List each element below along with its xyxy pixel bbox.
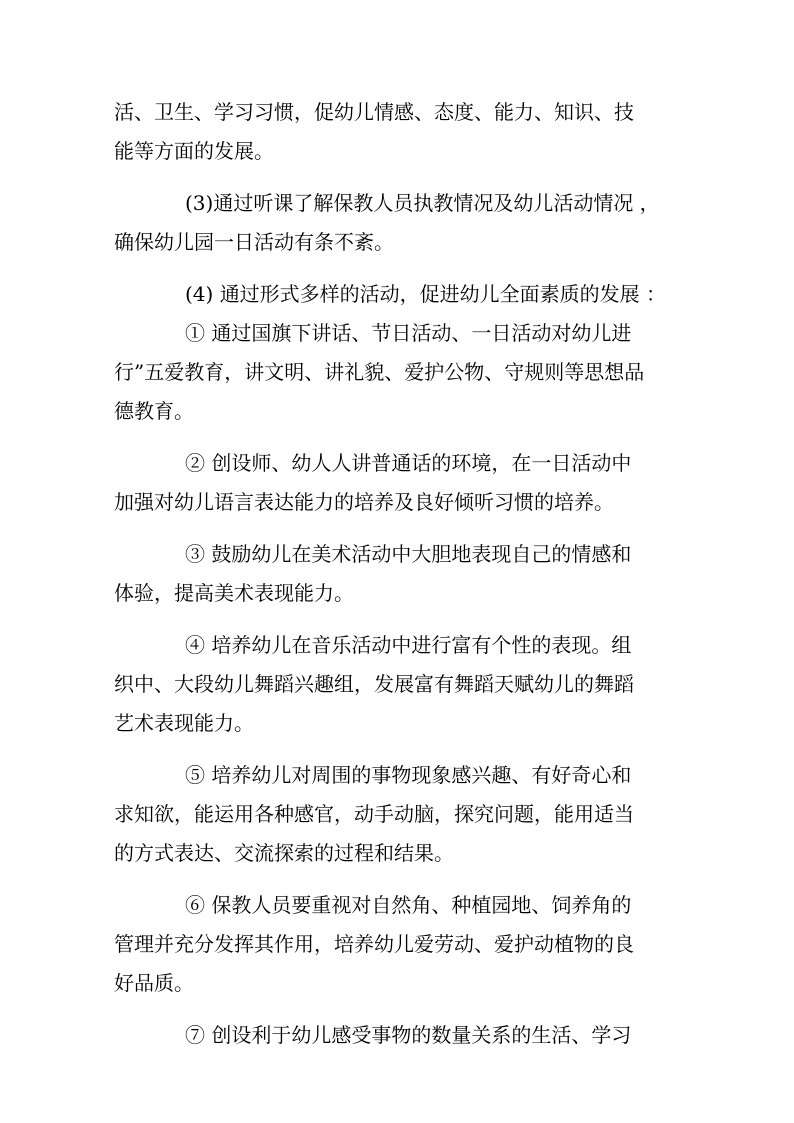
- text-line: 的方式表达、交流探索的过程和结果。: [114, 841, 454, 865]
- text-line: 能等方面的发展。: [114, 139, 274, 163]
- text-line: ⑤ 培养幼儿对周围的事物现象感兴趣、有好奇心和: [185, 763, 632, 787]
- text-line: ④ 培养幼儿在音乐活动中进行富有个性的表现。组: [185, 633, 632, 657]
- text-line: 求知欲，能运用各种感官，动手动脑，探究问题，能用适当: [114, 802, 634, 826]
- text-line: (4) 通过形式多样的活动，促进幼儿全面素质的发展 ：: [185, 282, 667, 306]
- text-line: 织中、大段幼儿舞蹈兴趣组，发展富有舞蹈天赋幼儿的舞蹈: [114, 672, 634, 696]
- text-line: ⑦ 创设利于幼儿感受事物的数量关系的生活、学习: [185, 1023, 632, 1047]
- text-line: 行”五爱教育，讲文明、讲礼貌、爱护公物、守规则等思想品: [114, 360, 645, 384]
- text-line: 加强对幼儿语言表达能力的培养及良好倾听习惯的培养。: [114, 490, 614, 514]
- text-line: 艺术表现能力。: [114, 711, 254, 735]
- text-line: 体验，提高美术表现能力。: [114, 581, 354, 605]
- text-line: ① 通过国旗下讲话、节日活动、一日活动对幼儿进: [185, 321, 632, 345]
- text-line: 确保幼儿园一日活动有条不紊。: [114, 230, 394, 254]
- text-line: 好品质。: [114, 971, 194, 995]
- text-line: 德教育。: [114, 399, 194, 423]
- body-text: [114, 99, 680, 1061]
- text-line: (3)通过听课了解保教人员执教情况及幼儿活动情况 ，: [185, 191, 660, 215]
- text-line: ⑥ 保教人员要重视对自然角、种植园地、饲养角的: [185, 893, 632, 917]
- text-line: 活、卫生、学习习惯，促幼儿情感、态度、能力、知识、技: [114, 100, 634, 124]
- text-line: ② 创设师、幼人人讲普通话的环境，在一日活动中: [185, 451, 632, 475]
- text-line: ③ 鼓励幼儿在美术活动中大胆地表现自己的情感和: [185, 542, 632, 566]
- text-line: 管理并充分发挥其作用，培养幼儿爱劳动、爱护动植物的良: [114, 932, 634, 956]
